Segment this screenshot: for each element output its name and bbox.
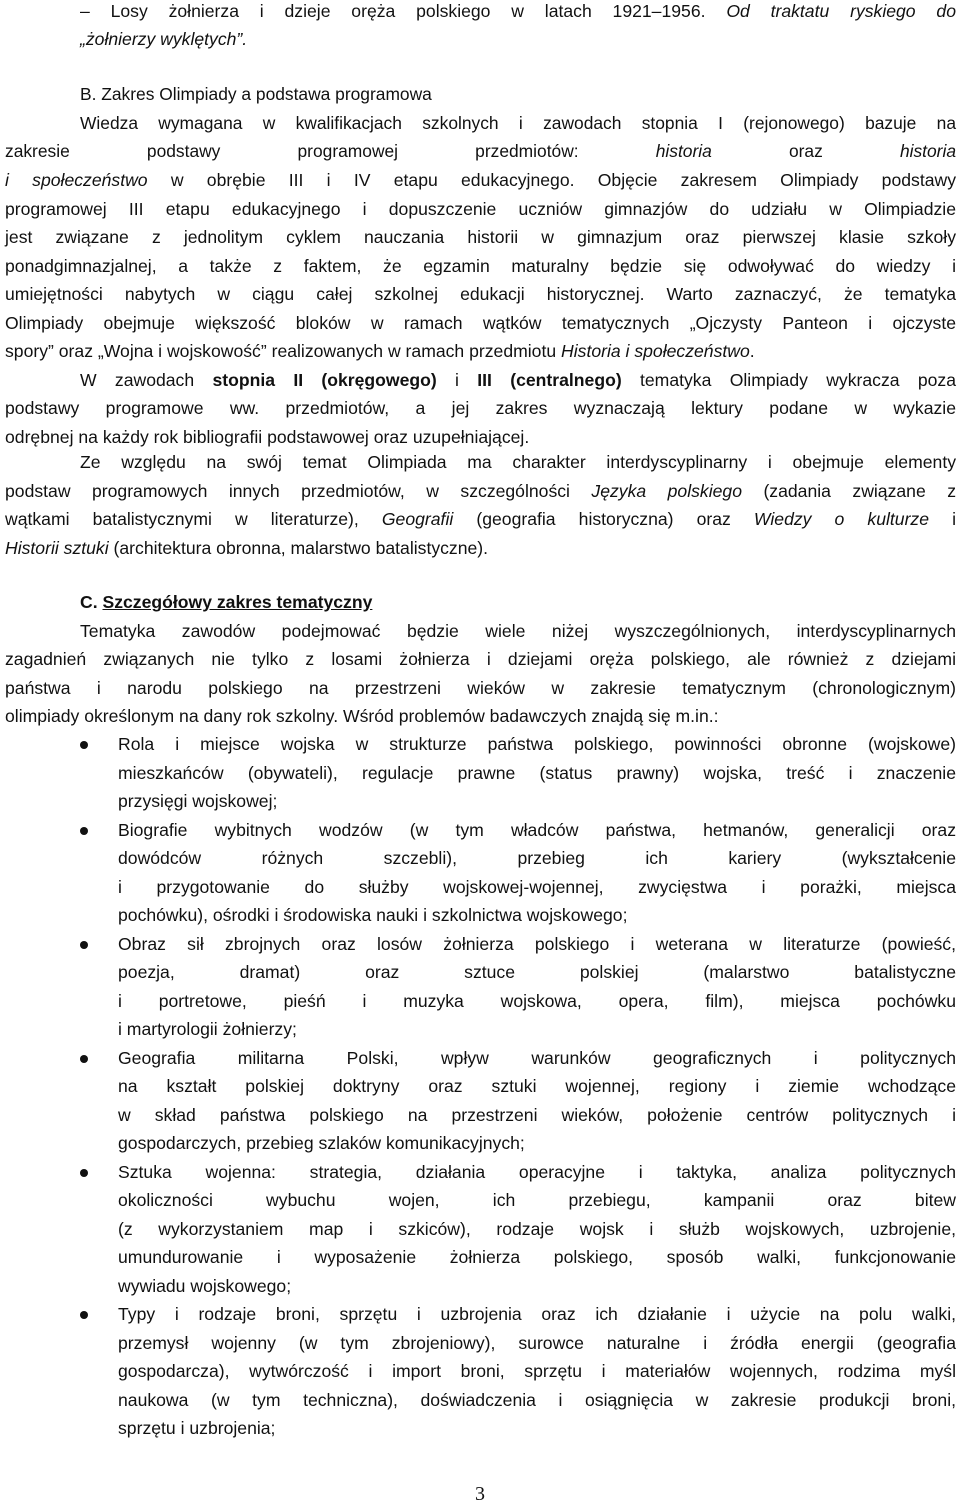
section-c-intro-line: Tematyka zawodów podejmować będzie wiele niżej wyszczególnionych, interdyscyplinarnych <box>80 620 956 641</box>
bullet-icon <box>80 1055 88 1063</box>
section-c-heading <box>5 588 956 617</box>
section-c <box>5 588 956 731</box>
bullet-icon <box>80 1169 88 1177</box>
paragraph-2-line: odrębnej na każdy rok bibliografii podstawowej oraz uzupełniającej. <box>5 426 530 447</box>
paragraph-line: jest związane z jednolitym cyklem nauczania historii w gimnazjum oraz pierwszej klasie szkoły <box>5 227 956 247</box>
section-b-paragraph-3 <box>5 448 956 562</box>
list-item: Obraz sił zbrojnych oraz losów żołnierza polskiego i weterana w literaturze (powieść, poezja, dramat) oraz sztuce polskiej (malarstwo batalistyczne i portretowe, pieśń i muzyka wojskowa, opera, film), miejsca pochówku i martyrologii żołnierzy; <box>5 930 956 1044</box>
section-c-intro-line: zagadnień związanych nie tylko z losami żołnierza i dziejami oręża polskiego, ale również z dziejami <box>5 649 956 669</box>
topic-line-continued <box>80 25 247 54</box>
bullet-icon <box>80 741 88 749</box>
list-item: Sztuka wojenna: strategia, działania operacyjne i taktyka, analiza politycznych okoliczności wybuchu wojen, ich przebiegu, kampanii oraz bitew (z wykorzystaniem map i szkiców), rodzaje wojsk i służb wojskowych, uzbrojenie, umundurowanie i wyposażenie żołnierza polskiego, sposób walki, funkcjonowanie wywiadu wojskowego; <box>5 1158 956 1301</box>
paragraph-line: ponadgimnazjalnej, a także z faktem, że egzamin maturalny będzie się odwoływać do wiedzy i <box>5 255 956 276</box>
paragraph-line: Olimpiady obejmuje większość bloków w ramach wątków tematycznych „Ojczysty Panteon i ojczyste <box>5 312 956 333</box>
paragraph-2-line: W zawodach stopnia II (okręgowego) i III (centralnego) tematyka Olimpiady wykracza poza <box>80 369 957 390</box>
paragraph-3-line: wątkami batalistycznymi w literaturze), Geografii (geografia historyczna) oraz Wiedzy o kulturze i <box>5 509 957 529</box>
topic-bullet-list <box>5 730 956 1443</box>
paragraph-2-line: podstawy programowe ww. przedmiotów, a jej zakres wyznaczają lektury podane w wykazie <box>5 398 956 418</box>
section-c-intro-line: olimpiady określonym na dany rok szkolny. Wśród problemów badawczych znajdą się m.in.: <box>5 706 719 726</box>
paragraph-3-line: Ze względu na swój temat Olimpiada ma charakter interdyscyplinarny i obejmuje elementy <box>80 452 956 472</box>
bullet-icon <box>80 941 88 949</box>
list-item: Typy i rodzaje broni, sprzętu i uzbrojenia oraz ich działanie i użycie na polu walki, przemysł wojenny (w tym zbrojeniowy), surowce naturalne i źródła energii (geografia gospodarcza), wytwórczość i import broni, sprzętu i materiałów wojennych, rodzima myśl naukowa (w tym techniczna), doświadczenia i osiągnięcia w zakresie produkcji broni, sprzętu i uzbrojenia; <box>5 1300 956 1443</box>
bullet-icon <box>80 827 88 835</box>
section-b-line: Wiedza wymagana w kwalifikacjach szkolnych i zawodach stopnia I (rejonowego) bazuje na <box>80 112 956 133</box>
paragraph-line: umiejętności nabytych w ciągu całej szkolnej edukacji historycznej. Warto zaznaczyć, że tematyka <box>5 284 956 304</box>
paragraph-line: programowej III etapu edukacyjnego i dopuszczenie uczniów gimnazjów do udziału w Olimpiadzie <box>5 198 956 219</box>
page-number: 3 <box>475 1483 485 1505</box>
list-item: Rola i miejsce wojska w strukturze państwa polskiego, powinności obronne (wojskowe) mieszkańców (obywateli), regulacje prawne (status prawny) wojska, treść i znaczenie przysięgi wojskowej; <box>5 730 956 816</box>
paragraph-3-line: podstaw programowych innych przedmiotów, w szczególności Języka polskiego (zadania związane z <box>5 480 956 501</box>
topic-italic: Od traktatu ryskiego do <box>726 1 956 21</box>
topic-text: – Losy żołnierza i dzieje oręża polskiego w latach 1921–1956. <box>80 1 727 21</box>
section-b <box>5 80 956 166</box>
topic-line <box>80 0 956 26</box>
section-b-line: zakresie podstawy programowej przedmiotów: historia oraz historia <box>5 141 956 161</box>
section-b-heading: B. Zakres Olimpiady a podstawa programowa <box>80 84 432 104</box>
section-c-title: Szczegółowy zakres tematyczny <box>102 592 373 612</box>
list-item: Geografia militarna Polski, wpływ warunków geograficznych i politycznych na kształt polskiej doktryny oraz sztuki wojennej, regiony i ziemie wchodzące w skład państwa polskiego na przestrzeni wieków, położenie centrów politycznych i gospodarczych, przebieg szlaków komunikacyjnych; <box>5 1044 956 1158</box>
paragraph-line: i społeczeństwo w obrębie III i IV etapu edukacyjnego. Objęcie zakresem Olimpiady podstawy <box>5 170 956 190</box>
list-item: Biografie wybitnych wodzów (w tym władców państwa, hetmanów, generalicji oraz dowódców różnych szczebli), przebieg ich kariery (wykształcenie i przygotowanie do służby wojskowej-wojennej, zwycięstwa i porażki, miejsca pochówku), ośrodki i środowiska nauki i szkolnictwa wojskowego; <box>5 816 956 930</box>
topic-italic-continued: „żołnierzy wyklętych”. <box>80 29 248 49</box>
section-c-letter: C. <box>80 592 98 612</box>
section-c-intro-line: państwa i narodu polskiego na przestrzeni wieków w zakresie tematycznym (chronologicznym) <box>5 677 956 698</box>
bullet-icon <box>80 1311 88 1319</box>
section-b-paragraph-1 <box>5 166 956 451</box>
paragraph-3-line: Historii sztuki (architektura obronna, malarstwo batalistyczne). <box>5 537 489 558</box>
paragraph-line: spory” oraz „Wojna i wojskowość” realizowanych w ramach przedmiotu Historia i społeczeństwo. <box>5 341 755 361</box>
